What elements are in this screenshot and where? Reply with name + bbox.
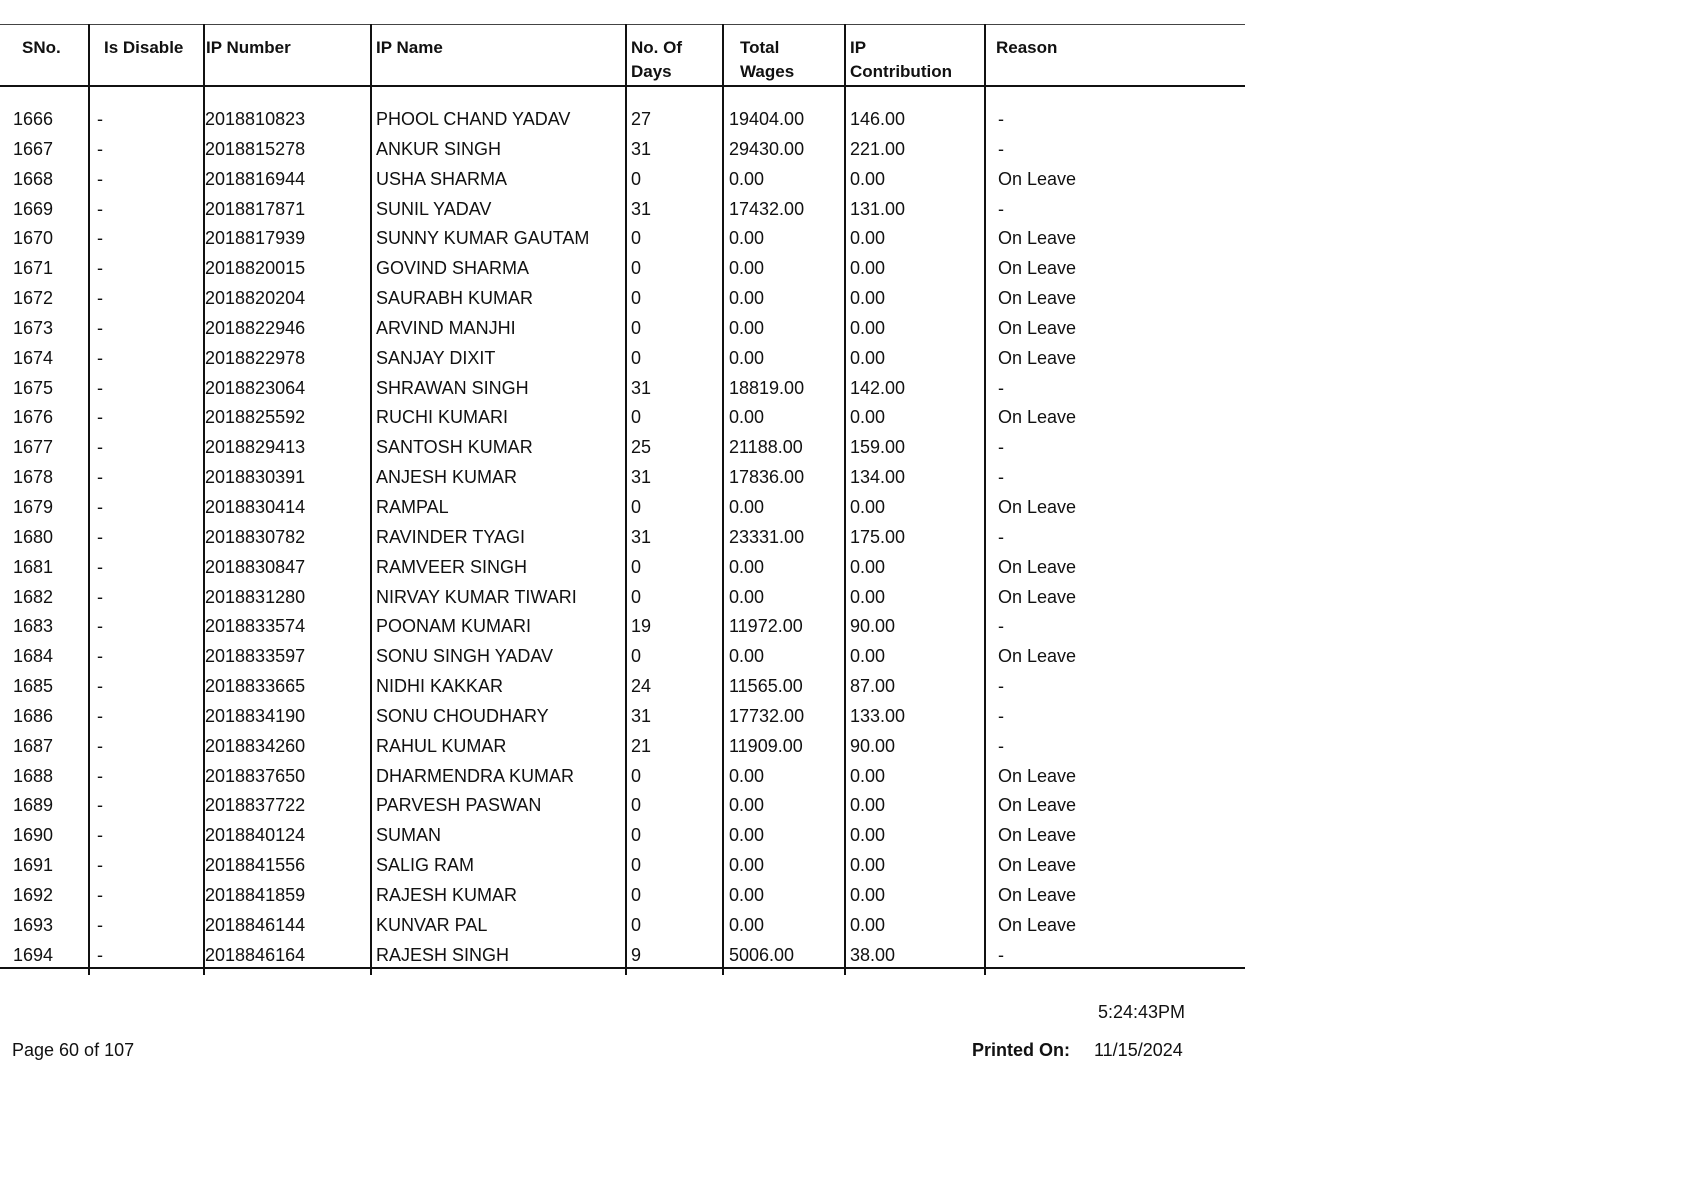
cell-ip-number: 2018822946 [205,317,306,338]
header-no-of-days [631,36,682,84]
cell-ip-number: 2018833574 [205,616,306,637]
cell-no-of-days: 0 [631,646,642,667]
cell-reason: On Leave [998,496,1077,517]
column-divider [625,24,627,87]
cell-no-of-days: 31 [631,138,652,159]
header-ip-contribution-line1: IP [850,38,867,57]
cell-reason: - [998,467,1004,488]
column-divider [370,24,372,87]
cell-is-disable: - [97,258,103,279]
cell-no-of-days: 19 [631,616,652,637]
cell-is-disable: - [97,168,103,189]
cell-sno: 1689 [13,795,54,816]
cell-reason: On Leave [998,855,1077,876]
cell-ip-contribution: 131.00 [850,198,906,219]
table-top-rule [0,24,1245,25]
cell-reason: On Leave [998,407,1077,428]
cell-is-disable: - [97,526,103,547]
cell-no-of-days: 0 [631,258,642,279]
cell-ip-name: NIRVAY KUMAR TIWARI [376,586,577,607]
cell-ip-contribution: 0.00 [850,496,886,517]
cell-sno: 1692 [13,884,54,905]
cell-ip-name: SANTOSH KUMAR [376,437,533,458]
cell-total-wages: 0.00 [729,496,765,517]
cell-ip-contribution: 0.00 [850,556,886,577]
cell-reason: On Leave [998,825,1077,846]
table-row [0,194,1245,224]
cell-ip-number: 2018822978 [205,347,306,368]
cell-ip-contribution: 175.00 [850,526,906,547]
cell-total-wages: 29430.00 [729,138,805,159]
cell-no-of-days: 21 [631,735,652,756]
cell-ip-contribution: 221.00 [850,138,906,159]
cell-ip-number: 2018816944 [205,168,306,189]
cell-ip-name: POONAM KUMARI [376,616,532,637]
cell-total-wages: 0.00 [729,258,765,279]
cell-ip-name: SONU SINGH YADAV [376,646,554,667]
table-row [0,731,1245,761]
cell-sno: 1674 [13,347,54,368]
cell-ip-contribution: 0.00 [850,228,886,249]
cell-sno: 1693 [13,914,54,935]
cell-no-of-days: 31 [631,377,652,398]
table-row [0,313,1245,343]
cell-ip-name: SANJAY DIXIT [376,347,496,368]
cell-total-wages: 23331.00 [729,526,805,547]
cell-ip-contribution: 0.00 [850,825,886,846]
cell-sno: 1668 [13,168,54,189]
cell-ip-name: USHA SHARMA [376,168,508,189]
cell-ip-contribution: 159.00 [850,437,906,458]
header-no-of-days-line2: Days [631,62,672,81]
cell-ip-name: PARVESH PASWAN [376,795,542,816]
cell-sno: 1691 [13,855,54,876]
cell-is-disable: - [97,288,103,309]
cell-ip-contribution: 134.00 [850,467,906,488]
cell-is-disable: - [97,646,103,667]
cell-no-of-days: 31 [631,526,652,547]
cell-reason: On Leave [998,914,1077,935]
table-row [0,820,1245,850]
cell-reason: - [998,437,1004,458]
cell-total-wages: 17836.00 [729,467,805,488]
cell-is-disable: - [97,496,103,517]
header-no-of-days-line1: No. Of [631,38,682,57]
cell-reason: On Leave [998,317,1077,338]
table-row [0,432,1245,462]
cell-ip-contribution: 90.00 [850,616,896,637]
cell-no-of-days: 9 [631,944,642,965]
cell-ip-number: 2018820204 [205,288,306,309]
cell-no-of-days: 0 [631,855,642,876]
cell-no-of-days: 0 [631,765,642,786]
cell-ip-number: 2018817871 [205,198,306,219]
cell-sno: 1680 [13,526,54,547]
cell-ip-contribution: 87.00 [850,676,896,697]
cell-no-of-days: 24 [631,676,652,697]
cell-total-wages: 11909.00 [729,735,803,756]
cell-ip-number: 2018831280 [205,586,306,607]
cell-total-wages: 0.00 [729,884,765,905]
cell-no-of-days: 0 [631,317,642,338]
cell-is-disable: - [97,825,103,846]
column-divider [984,24,986,87]
cell-reason: - [998,705,1004,726]
cell-total-wages: 0.00 [729,795,765,816]
cell-ip-contribution: 142.00 [850,377,906,398]
cell-total-wages: 17732.00 [729,705,805,726]
cell-ip-number: 2018833665 [205,676,306,697]
table-row [0,790,1245,820]
cell-ip-name: ARVIND MANJHI [376,317,516,338]
cell-ip-contribution: 0.00 [850,795,886,816]
cell-reason: - [998,198,1004,219]
cell-ip-number: 2018830414 [205,496,306,517]
cell-total-wages: 0.00 [729,347,765,368]
cell-total-wages: 0.00 [729,317,765,338]
cell-sno: 1677 [13,437,54,458]
cell-ip-name: PHOOL CHAND YADAV [376,109,571,129]
cell-ip-name: RUCHI KUMARI [376,407,509,428]
cell-ip-contribution: 0.00 [850,884,886,905]
cell-total-wages: 0.00 [729,168,765,189]
header-ip-contribution [850,36,952,84]
cell-no-of-days: 0 [631,228,642,249]
header-is-disable: Is Disable [104,38,184,57]
cell-ip-contribution: 38.00 [850,944,896,965]
table-row [0,343,1245,373]
table-row [0,223,1245,253]
cell-total-wages: 0.00 [729,556,765,577]
cell-reason: On Leave [998,228,1077,249]
cell-reason: On Leave [998,795,1077,816]
page-number: Page 60 of 107 [12,1040,135,1060]
cell-sno: 1669 [13,198,54,219]
cell-sno: 1678 [13,467,54,488]
header-total-wages-line2: Wages [740,62,795,81]
table-row [0,492,1245,522]
cell-is-disable: - [97,676,103,697]
table-row [0,611,1245,641]
cell-ip-contribution: 0.00 [850,288,886,309]
table-row [0,671,1245,701]
cell-sno: 1687 [13,735,54,756]
cell-sno: 1671 [13,258,54,279]
cell-ip-name: SAURABH KUMAR [376,288,534,309]
header-ip-number: IP Number [206,38,291,57]
cell-ip-name: RAMVEER SINGH [376,556,528,577]
cell-ip-number: 2018840124 [205,825,306,846]
cell-sno: 1682 [13,586,54,607]
cell-reason: On Leave [998,168,1077,189]
table-row [0,940,1245,970]
cell-no-of-days: 0 [631,168,642,189]
cell-ip-contribution: 90.00 [850,735,896,756]
cell-ip-name: RAHUL KUMAR [376,735,507,756]
cell-ip-contribution: 0.00 [850,317,886,338]
cell-ip-number: 2018815278 [205,138,306,159]
cell-ip-number: 2018841556 [205,855,306,876]
cell-reason: - [998,944,1004,965]
cell-reason: On Leave [998,765,1077,786]
cell-reason: - [998,377,1004,398]
cell-ip-number: 2018829413 [205,437,306,458]
cell-total-wages: 0.00 [729,825,765,846]
cell-reason: On Leave [998,884,1077,905]
printed-time: 5:24:43PM [1098,1002,1186,1022]
cell-sno: 1676 [13,407,54,428]
cell-is-disable: - [97,586,103,607]
table-row [0,164,1245,194]
table-row [0,402,1245,432]
cell-ip-number: 2018841859 [205,884,306,905]
cell-reason: On Leave [998,347,1077,368]
cell-sno: 1694 [13,944,54,965]
cell-ip-name: RAJESH SINGH [376,944,510,965]
cell-sno: 1684 [13,646,54,667]
cell-total-wages: 21188.00 [729,437,803,458]
cell-no-of-days: 0 [631,884,642,905]
cell-sno: 1686 [13,705,54,726]
table-row [0,283,1245,313]
cell-no-of-days: 0 [631,825,642,846]
cell-ip-contribution: 0.00 [850,855,886,876]
cell-ip-number: 2018825592 [205,407,306,428]
cell-ip-number: 2018830782 [205,526,306,547]
cell-is-disable: - [97,198,103,219]
cell-is-disable: - [97,914,103,935]
header-sno: SNo. [22,38,61,57]
table-row [0,134,1245,164]
cell-sno: 1670 [13,228,54,249]
cell-reason: - [998,616,1004,637]
cell-ip-name: NIDHI KAKKAR [376,676,504,697]
table-row [0,701,1245,731]
cell-is-disable: - [97,317,103,338]
cell-ip-number: 2018846164 [205,944,306,965]
printed-on-label: Printed On: [972,1040,1070,1060]
column-divider [203,24,205,87]
header-ip-contribution-line2: Contribution [850,62,952,81]
cell-reason: On Leave [998,646,1077,667]
cell-sno: 1675 [13,377,54,398]
cell-is-disable: - [97,944,103,965]
header-ip-name: IP Name [376,38,443,57]
cell-ip-number: 2018833597 [205,646,306,667]
cell-total-wages: 0.00 [729,765,765,786]
cell-is-disable: - [97,467,103,488]
cell-is-disable: - [97,705,103,726]
cell-ip-name: RAVINDER TYAGI [376,526,526,547]
cell-is-disable: - [97,407,103,428]
cell-ip-number: 2018834260 [205,735,306,756]
cell-total-wages: 5006.00 [729,944,795,965]
cell-ip-contribution: 0.00 [850,258,886,279]
table-row [0,582,1245,612]
cell-total-wages: 0.00 [729,646,765,667]
cell-sno: 1685 [13,676,54,697]
cell-ip-name: SONU CHOUDHARY [376,705,549,726]
cell-is-disable: - [97,884,103,905]
cell-no-of-days: 0 [631,586,642,607]
cell-ip-name: SALIG RAM [376,855,475,876]
cell-total-wages: 0.00 [729,586,765,607]
cell-no-of-days: 31 [631,198,652,219]
header-reason: Reason [996,38,1058,57]
cell-ip-number: 2018820015 [205,258,306,279]
cell-sno: 1681 [13,556,54,577]
cell-no-of-days: 31 [631,705,652,726]
cell-reason: On Leave [998,258,1077,279]
cell-is-disable: - [97,795,103,816]
cell-sno: 1672 [13,288,54,309]
cell-no-of-days: 0 [631,556,642,577]
cell-reason: - [998,109,1004,129]
cell-sno: 1673 [13,317,54,338]
table-row [0,522,1245,552]
cell-reason: - [998,676,1004,697]
cell-is-disable: - [97,437,103,458]
cell-sno: 1690 [13,825,54,846]
header-total-wages [740,36,794,84]
cell-ip-contribution: 0.00 [850,586,886,607]
table-body [0,104,1245,969]
table-row [0,850,1245,880]
column-divider [722,24,724,87]
table-row [0,880,1245,910]
table-row [0,552,1245,582]
cell-total-wages: 0.00 [729,228,765,249]
cell-is-disable: - [97,109,103,129]
cell-reason: - [998,526,1004,547]
cell-ip-contribution: 0.00 [850,347,886,368]
cell-sno: 1683 [13,616,54,637]
cell-total-wages: 0.00 [729,855,765,876]
cell-ip-name: RAMPAL [376,496,449,517]
cell-sno: 1679 [13,496,54,517]
cell-ip-contribution: 133.00 [850,705,906,726]
table-row [0,641,1245,671]
cell-is-disable: - [97,855,103,876]
cell-no-of-days: 0 [631,288,642,309]
cell-ip-number: 2018834190 [205,705,306,726]
cell-sno: 1666 [13,109,54,129]
cell-ip-name: RAJESH KUMAR [376,884,518,905]
table-row [0,104,1245,134]
cell-total-wages: 19404.00 [729,109,805,129]
cell-total-wages: 11565.00 [729,676,803,697]
header-bottom-rule [0,85,1245,87]
table-row [0,373,1245,403]
cell-ip-number: 2018823064 [205,377,306,398]
cell-ip-number: 2018830391 [205,467,306,488]
cell-ip-contribution: 0.00 [850,765,886,786]
table-row [0,910,1245,940]
cell-no-of-days: 27 [631,109,652,129]
cell-total-wages: 17432.00 [729,198,805,219]
cell-reason: On Leave [998,288,1077,309]
table-row [0,462,1245,492]
column-divider [88,24,90,87]
cell-reason: - [998,138,1004,159]
cell-is-disable: - [97,228,103,249]
cell-ip-number: 2018810823 [205,109,306,129]
cell-total-wages: 0.00 [729,407,765,428]
cell-no-of-days: 0 [631,347,642,368]
cell-is-disable: - [97,347,103,368]
cell-total-wages: 0.00 [729,914,765,935]
cell-sno: 1667 [13,138,54,159]
cell-no-of-days: 0 [631,407,642,428]
cell-no-of-days: 0 [631,496,642,517]
cell-is-disable: - [97,556,103,577]
cell-ip-name: DHARMENDRA KUMAR [376,765,575,786]
column-divider [844,24,846,87]
cell-ip-number: 2018837650 [205,765,306,786]
cell-ip-name: SHRAWAN SINGH [376,377,529,398]
cell-sno: 1688 [13,765,54,786]
cell-ip-number: 2018846144 [205,914,306,935]
cell-reason: On Leave [998,586,1077,607]
printed-date: 11/15/2024 [1094,1040,1183,1060]
cell-ip-name: GOVIND SHARMA [376,258,530,279]
cell-no-of-days: 0 [631,914,642,935]
cell-ip-contribution: 0.00 [850,407,886,428]
cell-ip-contribution: 0.00 [850,914,886,935]
cell-is-disable: - [97,377,103,398]
cell-ip-name: KUNVAR PAL [376,914,488,935]
cell-reason: On Leave [998,556,1077,577]
cell-is-disable: - [97,765,103,786]
cell-ip-name: ANKUR SINGH [376,138,502,159]
table-row [0,761,1245,791]
cell-ip-number: 2018817939 [205,228,306,249]
cell-ip-contribution: 146.00 [850,109,906,129]
cell-ip-contribution: 0.00 [850,646,886,667]
cell-ip-contribution: 0.00 [850,168,886,189]
cell-no-of-days: 25 [631,437,652,458]
cell-is-disable: - [97,616,103,637]
cell-no-of-days: 0 [631,795,642,816]
cell-total-wages: 11972.00 [729,616,803,637]
cell-ip-name: ANJESH KUMAR [376,467,518,488]
cell-is-disable: - [97,138,103,159]
table-row [0,253,1245,283]
cell-reason: - [998,735,1004,756]
cell-total-wages: 18819.00 [729,377,805,398]
cell-total-wages: 0.00 [729,288,765,309]
cell-ip-number: 2018837722 [205,795,306,816]
cell-is-disable: - [97,735,103,756]
cell-ip-name: SUMAN [376,825,442,846]
cell-ip-number: 2018830847 [205,556,306,577]
header-total-wages-line1: Total [740,38,780,57]
cell-ip-name: SUNIL YADAV [376,198,492,219]
cell-no-of-days: 31 [631,467,652,488]
cell-ip-name: SUNNY KUMAR GAUTAM [376,228,590,249]
